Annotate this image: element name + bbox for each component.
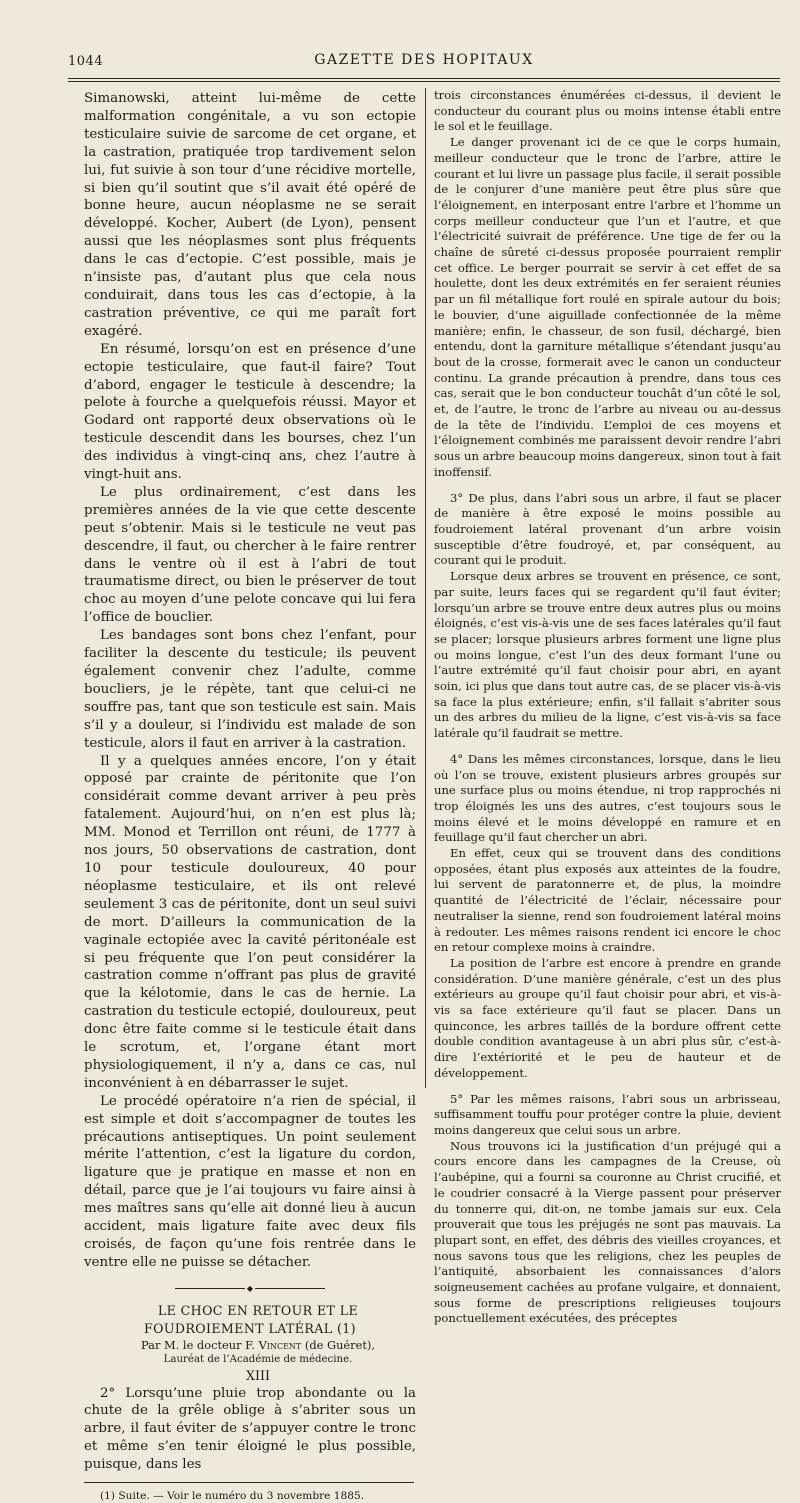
header-rule-bottom <box>68 81 780 82</box>
column-divider <box>425 88 426 1088</box>
article-title: LE CHOC EN RETOUR ET LE FOUDROIEMENT LATÉRAL (1) <box>143 1302 359 1336</box>
page-number: 1044 <box>68 54 104 69</box>
right-paragraph: En effet, ceux qui se trouvent dans des conditions opposées, étant plus exposés aux atteintes de la foudre, lui servent de paratonnerre et, de plus, la moindre quantité de l’électricité de l’éclair, nécessaire pour neutraliser la sienne, rend son foudroiement latéral moins à redouter. Les mêmes raisons rendent ici encore le choc en retour complexe moins à craindre. <box>434 846 781 955</box>
right-column <box>434 88 781 1327</box>
right-paragraph: Nous trouvons ici la justification d’un préjugé qui a cours encore dans les campagnes de la Creuse, où l’aubépine, qui a fourni sa couronne au Christ crucifié, et le coudrier consacré à la Vierge passent pour préserver du tonnerre qui, dit-on, ne tombe jamais sur eux. Cela prouverait que tous les préjugés ne sont pas mauvais. La plupart sont, en effet, des débris des vieilles croyances, et nous savons tous que les religions, chez les peuples de l’antiquité, absorbaient les connaissances d’alors soigneusement cachées au profane vulgaire, et donnaient, sous forme de prescriptions religieuses toujours ponctuellement exécutées, des préceptes <box>434 1138 781 1326</box>
left-paragraph: Les bandages sont bons chez l’enfant, pour faciliter la descente du testicule; ils peuvent également convenir chez l’adulte, comme boucliers, je le répète, tant que celui-ci ne souffre pas, tant que son testicule est sain. Mais s’il y a douleur, si l’individu est malade de son testicule, alors il faut en arriver à la castration. <box>84 628 416 751</box>
right-paragraph: trois circonstances énumérées ci-dessus, il devient le conducteur du courant plus ou moins intense établi entre le sol et le feuillage. <box>434 88 781 134</box>
left-paragraph: Simanowski, atteint lui-même de cette malformation congénitale, a vu son ectopie testiculaire suivie de sarcome de cet organe, et la castration, pratiquée trop tardivement selon lui, fut suivie à son tour d’une récidive mortelle, si bien qu’il soutint que s’il avait été opéré de bonne heure, aucun néoplasme ne se serait développé. Kocher, Aubert (de Lyon), pensent aussi que les néoplasmes sont plus fréquents dans le cas d’ectopie. C’est possible, mais je n’insiste pas, d’autant plus que cela nous conduirait, dans tous les cas d’ectopie, à la castration préventive, ce qui me paraît fort exagéré. <box>84 91 416 339</box>
byline-suffix: (de Guéret), <box>304 1337 375 1352</box>
section-number: XIII <box>246 1367 270 1383</box>
footnote: (1) Suite. — Voir le numéro du 3 novembre 1885. <box>100 1490 365 1503</box>
left-paragraph: En résumé, lorsqu’on est en présence d’une ectopie testiculaire, que faut-il faire? Tout d’abord, engager le testicule à descendre; la pelote à fourche a quelquefois réussi. Mayor et Godard ont rapporté deux observations où le testicule descendit dans les bourses, chez l’un des individus à vingt-cinq ans, chez l’autre à vingt-huit ans. <box>84 341 416 483</box>
header-rule-top <box>68 78 780 79</box>
left-paragraph: Le procédé opératoire n’a rien de spécial, il est simple et doit s’accompagner de toutes les précautions antiseptiques. Un point seulement mérite l’attention, c’est la ligature du cordon, ligature que je pratique en masse et non en détail, parce que je l’ai toujours vu faire ainsi à mes maîtres sans qu’elle ait donné lieu à aucun accident, mais ligature faite avec deux fils croisés, de façon qu’une fois rentrée dans le ventre elle ne puisse se détacher. <box>84 1093 416 1270</box>
right-paragraph: Le danger provenant ici de ce que le corps humain, meilleur conducteur que le tronc de l’arbre, attire le courant et lui livre un passage plus facile, il serait possible de le conjurer d’une manière peut être plus sûre que l’éloignement, en interposant entre l’arbre et l’homme un corps meilleur conducteur que l’un et l’autre, et que l’électricité suivrait de préférence. Une tige de fer ou la chaîne de sûreté ci-dessus proposée pourraient remplir cet office. Le berger pourrait se servir à cet effet de sa houlette, dont les deux extrémités en fer seraient réunies par un fil métallique fort roulé en spirale autour du bois; le bouvier, d’une aiguillade confectionnée de la même manière; enfin, le chasseur, de son fusil, déchargé, bien entendu, dont la garniture métallique s’étendant jusqu’au bout de la crosse, formerait avec le canon un conducteur continu. La grande précaution à prendre, dans tous ces cas, serait que le bon conducteur touchât d’un côté le sol, et, de l’autre, le tronc de l’arbre au niveau ou au-dessus de la tête de l’individu. L’emploi de ces moyens et l’éloignement combinés me paraissent devoir rendre l’abri sous un arbre beaucoup moins dangereux, sinon tout à fait inoffensif. <box>434 135 781 479</box>
left-column <box>84 90 416 1503</box>
left-paragraph: Le plus ordinairement, c’est dans les premières années de la vie que cette descente peut s’obtenir. Mais si le testicule ne veut pas descendre, il faut, ou chercher à le faire rentrer dans le ventre où il est à l’abri de tout traumatisme direct, ou bien le préserver de tout choc au moyen d’une pelote concave qui lui fera l’office de bouclier. <box>84 484 416 626</box>
right-paragraph: 4° Dans les mêmes circonstances, lorsque, dans le lieu où l’on se trouve, existent plusieurs arbres groupés sur une surface plus ou moins étendue, ni trop rapprochés ni trop éloignés les uns des autres, c’est toujours sous le moins élevé et le moins développé en ramure et en feuillage qu’il faut chercher un abri. <box>434 751 781 845</box>
page-header <box>68 52 780 74</box>
byline-prefix: Par M. le docteur F. <box>141 1337 255 1352</box>
footnote-rule <box>84 1482 414 1483</box>
journal-title: GAZETTE DES HOPITAUX <box>314 52 534 68</box>
author-affiliation: Lauréat de l’Académie de médecine. <box>163 1353 353 1365</box>
right-paragraph: Lorsque deux arbres se trouvent en présence, ce sont, par suite, leurs faces qui se regardent qu’il faut éviter; lorsqu’un arbre se trouve entre deux autres plus ou moins éloignés, c’est vis-à-vis une de ses faces latérales qu’il faut se placer; lorsque plusieurs arbres forment une ligne plus ou moins longue, c’est l’un des deux formant l’une ou l’autre extrémité qu’il faut choisir pour abri, en ayant soin, ici plus que dans tout autre cas, de se placer vis-à-vis sa face la plus extérieure; enfin, s’il fallait s’abriter sous un des arbres du milieu de la ligne, c’est vis-à-vis sa face latérale qu’il faudrait se mettre. <box>434 569 781 741</box>
right-paragraph: 5° Par les mêmes raisons, l’abri sous un arbrisseau, suffisamment touffu pour protéger contre la pluie, devient moins dangereux que celui sous un arbre. <box>434 1091 781 1137</box>
section-separator: ◆ <box>84 1280 416 1290</box>
right-paragraph: La position de l’arbre est encore à prendre en grande considération. D’une manière générale, c’est un des plus extérieurs au groupe qu’il faut choisir pour abri, et vis-à-vis sa face extérieure qu’il faut se placer. Dans un quinconce, les arbres taillés de la bordure offrent cette double condition avantageuse à un abri plus sûr, c’est-à-dire l’extériorité et le peu de hauteur et de développement. <box>434 955 781 1080</box>
article-byline <box>84 1338 416 1353</box>
author-name: Vincent <box>258 1337 302 1352</box>
left-paragraph: Il y a quelques années encore, l’on y était opposé par crainte de péritonite que l’on considérait comme devant arriver à peu près fatalement. Aujourd’hui, on n’en est plus là; MM. Monod et Terrillon ont réuni, de 1777 à nos jours, 50 observations de castration, dont 10 pour testicule douloureux, 40 pour néoplasme testiculaire, et ils ont relevé seulement 3 cas de péritonite, dont un seul suivi de mort. D’ailleurs la communication de la vaginale ectopiée avec la cavité péritonéale est si peu fréquente que l’on peut considérer la castration comme n’offrant pas plus de gravité que la kélotomie, dans le cas de hernie. La castration du testicule ectopié, douloureux, peut donc être faite comme si le testicule était dans le scrotum, et, l’organe étant mort physiologiquement, il n’y a, dans ce cas, nul inconvénient à en débarrasser le sujet. <box>84 753 416 1091</box>
right-paragraph: 3° De plus, dans l’abri sous un arbre, il faut se placer de manière à être exposé le moins possible au foudroiement latéral provenant d’un arbre voisin susceptible d’être foudroyé, et, par conséquent, au courant qui le produit. <box>434 490 781 568</box>
article-first-paragraph: 2° Lorsqu’une pluie trop abondante ou la chute de la grêle oblige à s’abriter sous un arbre, il faut éviter de s’appuyer contre le tronc et même s’en tenir éloigné le plus possible, puisque, dans les <box>84 1385 416 1473</box>
